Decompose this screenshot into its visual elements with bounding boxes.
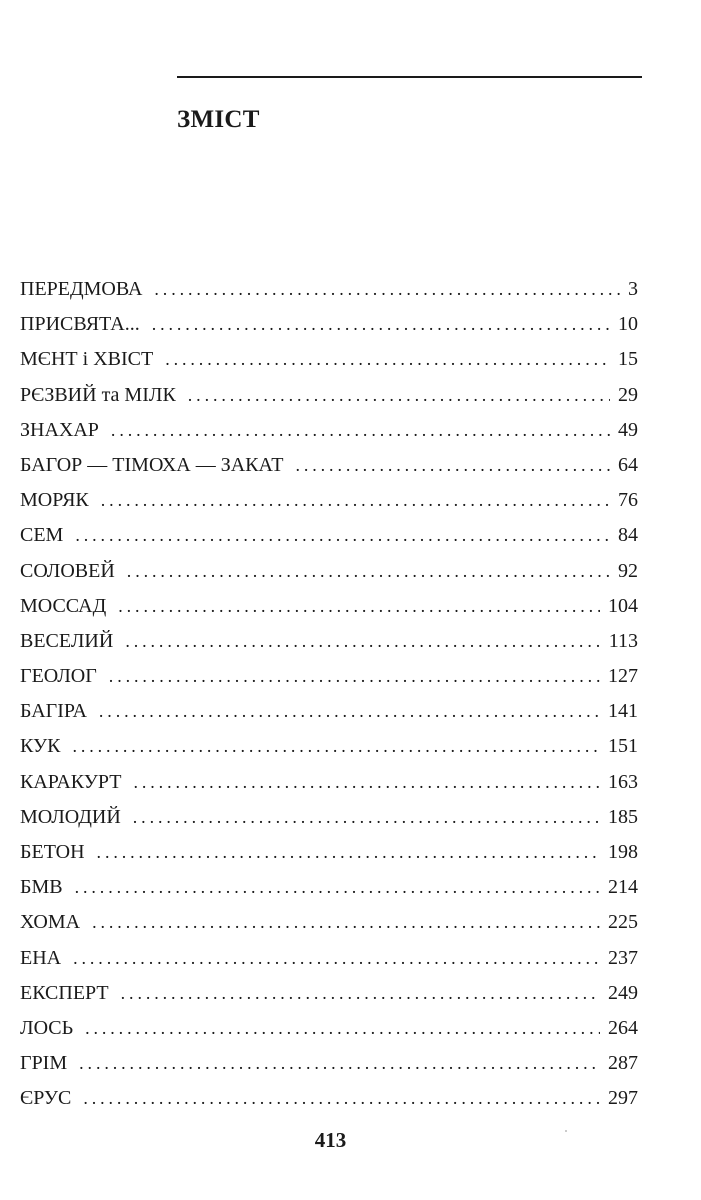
toc-entry-title: ГЕОЛОГ	[20, 665, 97, 688]
dot-leader	[295, 456, 610, 474]
dot-leader	[83, 1089, 600, 1107]
toc-entry-title: ХОМА	[20, 911, 81, 934]
toc-entry	[20, 659, 638, 694]
toc-entry-title: МОССАД	[20, 594, 107, 617]
dot-leader	[72, 737, 600, 755]
toc-entry-title: ЕНА	[20, 946, 62, 969]
toc-entry-page: 104	[608, 594, 638, 617]
dot-leader	[133, 773, 600, 791]
dot-leader	[118, 597, 600, 615]
toc-entry-page: 76	[618, 489, 638, 512]
dot-leader	[92, 913, 600, 931]
toc-entry-title: СОЛОВЕЙ	[20, 559, 115, 582]
toc-entry-title: СЕМ	[20, 524, 64, 547]
dot-leader	[79, 1054, 600, 1072]
toc-entry-page: 3	[628, 278, 638, 300]
top-rule	[177, 76, 642, 78]
toc-entry-page: 214	[608, 876, 638, 899]
toc-entry-page: 198	[608, 841, 638, 863]
page-number: 413	[314, 1128, 347, 1152]
dot-leader	[111, 421, 610, 439]
toc-entry-title: МЄНТ і ХВІСТ	[20, 348, 154, 371]
toc-entry-page: 249	[608, 981, 638, 1004]
toc-entry-title: БМВ	[20, 876, 63, 899]
toc-entry-page: 84	[618, 524, 638, 547]
toc-entry-page: 49	[618, 418, 638, 441]
toc-entry-title: ЕКСПЕРТ	[20, 981, 109, 1004]
dot-leader	[165, 350, 610, 368]
toc-entry-page: 225	[608, 911, 638, 934]
dot-leader	[152, 315, 610, 333]
toc-entry-page: 113	[608, 629, 638, 652]
dot-leader	[188, 386, 610, 404]
toc-entry	[20, 941, 638, 976]
toc-entry-title: ПРИСВЯТА...	[20, 313, 140, 336]
toc-entry-page: 141	[608, 700, 638, 723]
toc-entry	[20, 1046, 638, 1081]
toc-entry	[20, 765, 638, 800]
toc-entry-page: 264	[608, 1016, 638, 1039]
toc-entry-page: 297	[608, 1087, 638, 1110]
toc-entry-page: 163	[608, 770, 638, 793]
toc-entry	[20, 413, 638, 448]
toc-entry	[20, 554, 638, 589]
toc-entry-page: 92	[618, 559, 638, 582]
toc-entry	[20, 1081, 638, 1116]
dot-leader	[133, 808, 600, 826]
table-of-contents	[20, 272, 638, 1117]
toc-entry-title: БЕТОН	[20, 841, 85, 863]
toc-entry-title: ВЕСЕЛИЙ	[20, 629, 114, 652]
toc-entry-page: 10	[618, 313, 638, 336]
toc-entry-title: МОРЯК	[20, 489, 89, 512]
toc-entry-page: 287	[608, 1052, 638, 1075]
toc-entry-title: КАРАКУРТ	[20, 770, 122, 793]
dot-leader	[121, 984, 600, 1002]
dot-leader	[99, 702, 600, 720]
toc-entry	[20, 589, 638, 624]
toc-entry-page: 151	[608, 735, 638, 758]
dot-leader	[101, 491, 610, 509]
toc-entry	[20, 976, 638, 1011]
toc-entry	[20, 518, 638, 553]
toc-entry-title: РЄЗВИЙ та МІЛК	[20, 383, 176, 406]
toc-entry	[20, 483, 638, 518]
toc-entry-title: ПЕРЕДМОВА	[20, 278, 143, 300]
toc-entry-title: БАГОР — ТІМОХА — ЗАКАТ	[20, 453, 284, 476]
paper-speck	[565, 1130, 567, 1132]
toc-entry	[20, 624, 638, 659]
toc-entry-page: 15	[618, 348, 638, 371]
toc-entry	[20, 448, 638, 483]
toc-entry-page: 185	[608, 805, 638, 828]
toc-entry-title: ГРІМ	[20, 1052, 68, 1075]
toc-entry	[20, 342, 638, 377]
dot-leader	[109, 667, 600, 685]
dot-leader	[75, 526, 610, 544]
dot-leader	[97, 843, 600, 861]
toc-entry	[20, 1011, 638, 1046]
toc-entry	[20, 800, 638, 835]
dot-leader	[73, 949, 600, 967]
dot-leader	[85, 1019, 600, 1037]
toc-entry	[20, 835, 638, 870]
toc-entry-page: 29	[618, 383, 638, 406]
page-title: ЗМІСТ	[177, 106, 260, 133]
toc-entry-title: ЛОСЬ	[20, 1016, 74, 1039]
toc-entry-page: 237	[608, 946, 638, 969]
toc-entry	[20, 272, 638, 307]
dot-leader	[75, 878, 600, 896]
dot-leader	[125, 632, 600, 650]
dot-leader	[127, 562, 610, 580]
toc-entry	[20, 378, 638, 413]
toc-entry-page: 127	[608, 665, 638, 688]
toc-entry	[20, 870, 638, 905]
dot-leader	[154, 280, 620, 298]
toc-entry	[20, 307, 638, 342]
toc-entry-title: БАГІРА	[20, 700, 87, 723]
toc-entry-title: ЗНАХАР	[20, 418, 99, 441]
toc-entry	[20, 905, 638, 940]
toc-entry-title: КУК	[20, 735, 61, 758]
toc-entry-page: 64	[618, 453, 638, 476]
toc-entry	[20, 729, 638, 764]
toc-entry	[20, 694, 638, 729]
toc-entry-title: ЄРУС	[20, 1087, 72, 1110]
toc-entry-title: МОЛОДИЙ	[20, 805, 121, 828]
